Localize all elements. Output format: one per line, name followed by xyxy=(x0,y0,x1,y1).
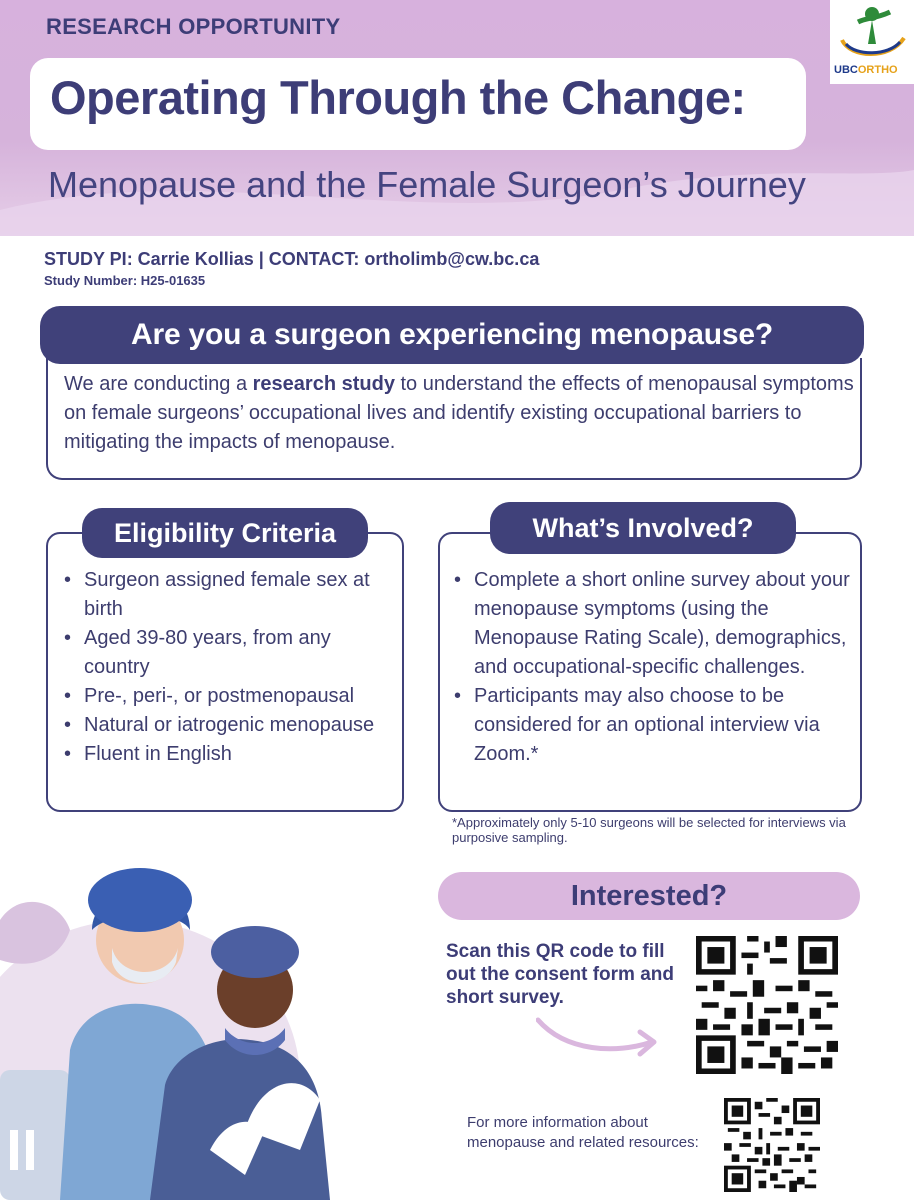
qr-code-icon xyxy=(724,1098,820,1192)
list-item: • Aged 39-80 years, from any country xyxy=(62,624,392,682)
question-banner xyxy=(40,306,864,364)
surgeons-illustration xyxy=(0,830,430,1200)
intro-text: We are conducting a research study to understand the effects of menopausal symptoms on female surgeons’ occupational lives and identify existing occupational barriers to mitigating the impacts of menopause. xyxy=(64,373,854,453)
involved-heading: What’s Involved? xyxy=(490,502,796,554)
page-title: Operating Through the Change: xyxy=(50,71,746,124)
more-info-text: For more information about menopause and related resources: xyxy=(467,1114,699,1151)
involved-list xyxy=(452,566,852,769)
header-banner xyxy=(0,0,914,236)
interested-heading: Interested? xyxy=(570,880,728,912)
list-item: • Complete a short online survey about your menopause symptoms (using the Menopause Rating Scale), demographics, and occupational-specific challenges. xyxy=(452,566,852,682)
eligibility-panel xyxy=(46,532,404,812)
intro-box xyxy=(46,358,862,480)
list-item: • Participants may also choose to be considered for an optional interview via Zoom.* xyxy=(452,682,852,769)
involved-footnote: *Approximately only 5-10 surgeons will be selected for interviews via purposive sampling. xyxy=(452,815,846,845)
kicker-text: RESEARCH OPPORTUNITY xyxy=(46,14,341,39)
eligibility-list xyxy=(62,566,392,769)
title-box xyxy=(30,58,806,150)
ubc-ortho-logo xyxy=(830,0,914,84)
list-item: • Natural or iatrogenic menopause xyxy=(62,711,392,740)
ubc-ortho-logo-icon xyxy=(830,0,914,64)
survey-qr-code[interactable] xyxy=(696,936,838,1074)
eligibility-heading: Eligibility Criteria xyxy=(82,508,368,558)
resources-qr-code[interactable] xyxy=(724,1098,820,1192)
pi-contact-line: STUDY PI: Carrie Kollias | CONTACT: ortholimb@cw.bc.ca xyxy=(44,249,540,269)
qr-code-icon xyxy=(696,936,838,1074)
intro-bold-phrase: research study xyxy=(252,373,395,395)
scan-instruction: Scan this QR code to fill out the consent form and short survey. xyxy=(446,941,674,1008)
interested-banner xyxy=(438,872,860,920)
study-number: Study Number: H25-01635 xyxy=(44,273,206,288)
list-item: • Surgeon assigned female sex at birth xyxy=(62,566,392,624)
logo-text: UBCORTHO xyxy=(834,64,898,76)
list-item: • Pre-, peri-, or postmenopausal xyxy=(62,682,392,711)
page-subtitle: Menopause and the Female Surgeon’s Journey xyxy=(48,164,806,205)
question-text: Are you a surgeon experiencing menopause? xyxy=(131,318,773,351)
list-item: • Fluent in English xyxy=(62,740,392,769)
involved-panel xyxy=(438,532,862,812)
arrow-icon xyxy=(536,1012,660,1062)
